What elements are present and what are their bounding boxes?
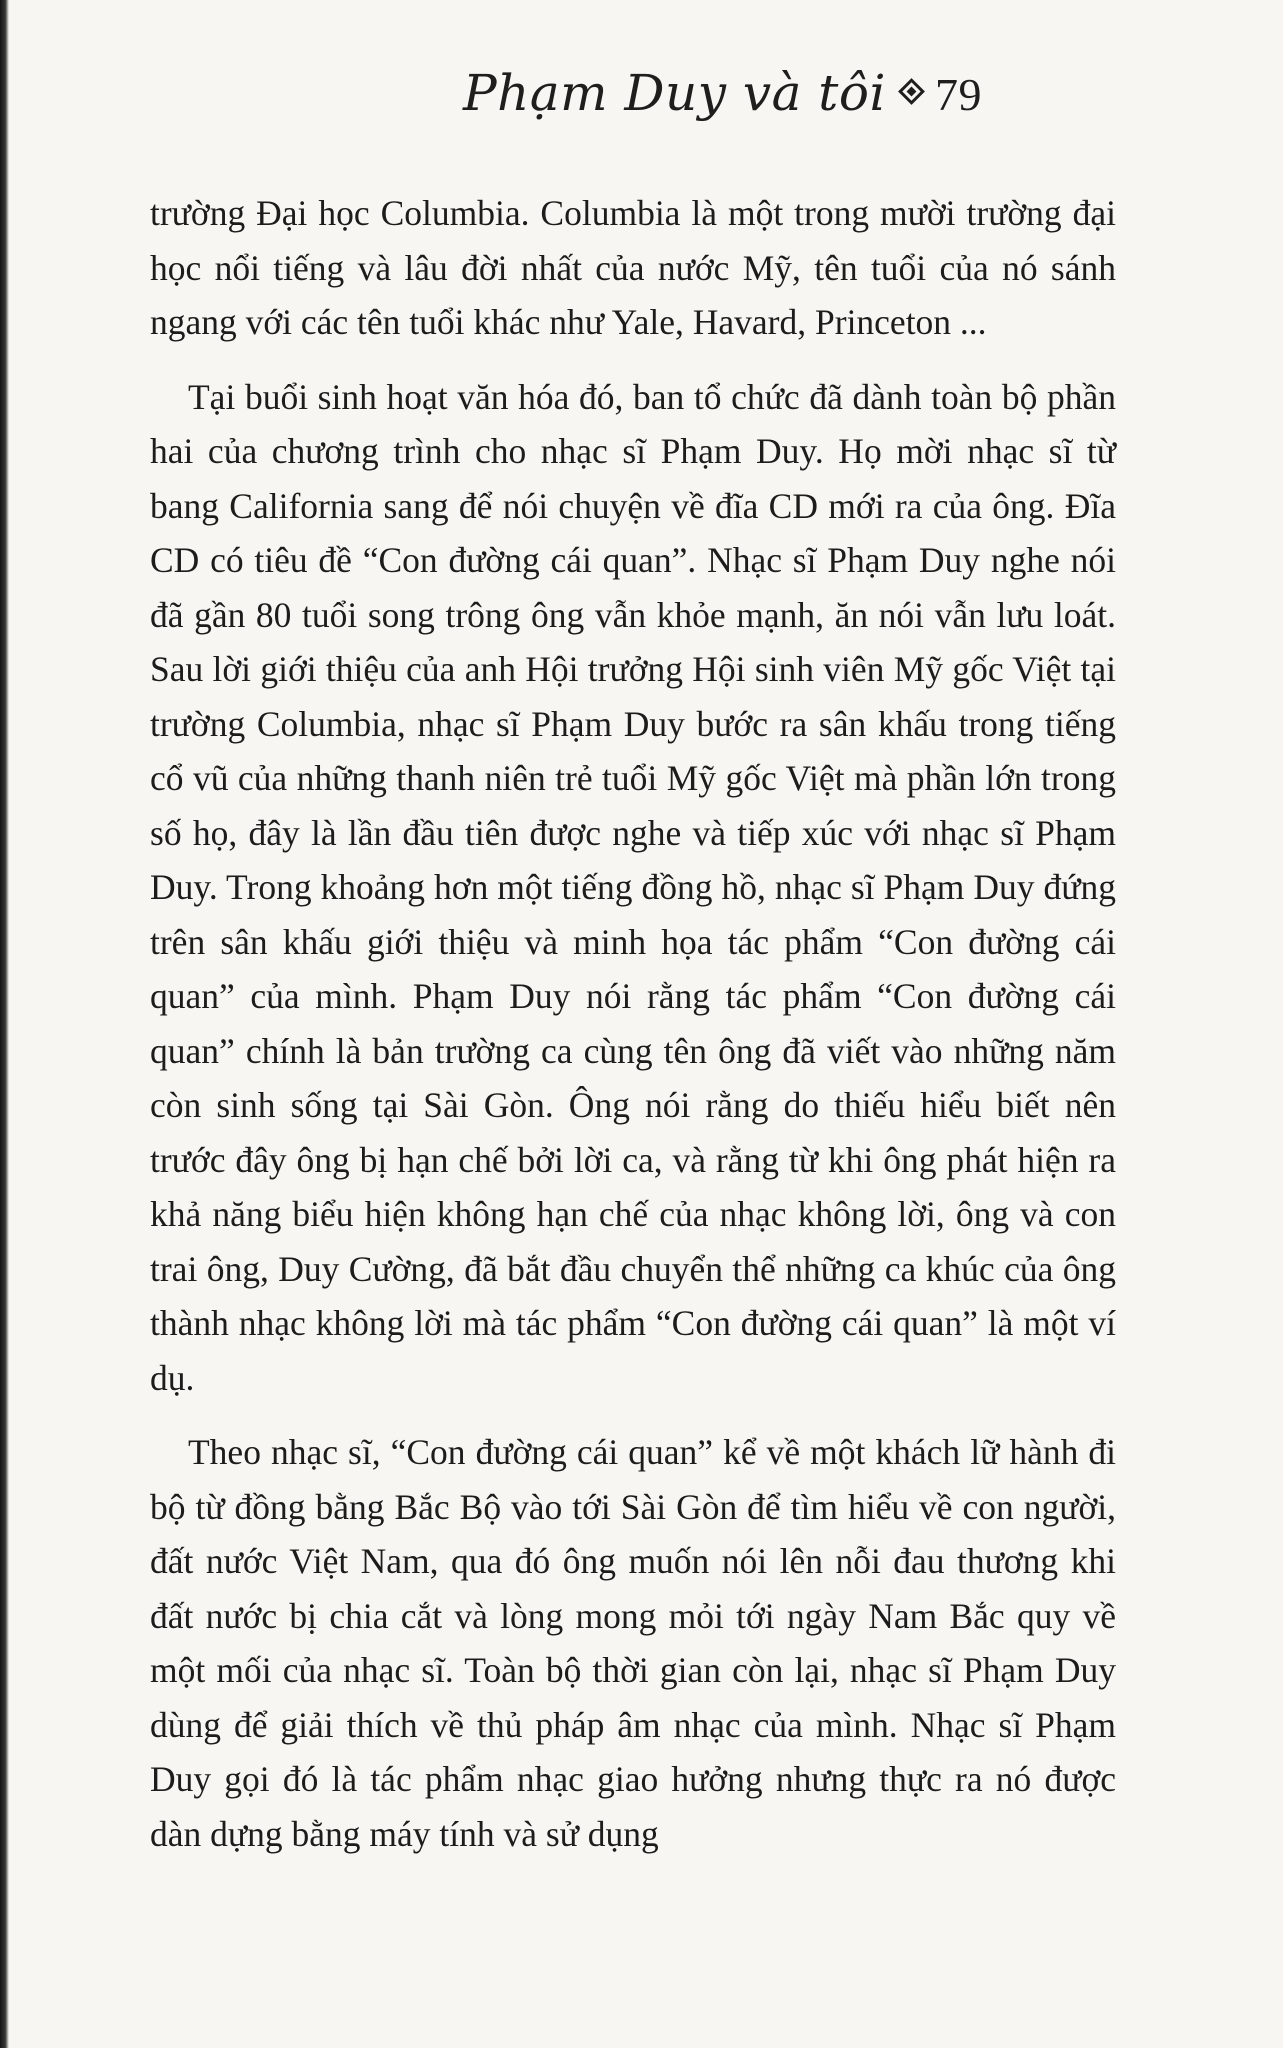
paragraph: Theo nhạc sĩ, “Con đường cái quan” kể về một khách lữ hành đi bộ từ đồng bằng Bắc Bộ vào tới Sài Gòn để tìm hiểu về con người, đất nước Việt Nam, qua đó ông muốn nói lên nỗi đau thương khi đất nước bị chia cắt và lòng mong mỏi tới ngày Nam Bắc quy về một mối của nhạc sĩ. Toàn bộ thời gian còn lại, nhạc sĩ Phạm Duy dùng để giải thích về thủ pháp âm nhạc của mình. Nhạc sĩ Phạm Duy gọi đó là tác phẩm nhạc giao hưởng nhưng thực ra nó được dàn dựng bằng máy tính và sử dụng [150, 1432, 1116, 1854]
body-text [150, 186, 1116, 1861]
paragraph: Tại buổi sinh hoạt văn hóa đó, ban tổ chức đã dành toàn bộ phần hai của chương trình cho nhạc sĩ Phạm Duy. Họ mời nhạc sĩ từ bang California sang để nói chuyện về đĩa CD mới ra của ông. Đĩa CD có tiêu đề “Con đường cái quan”. Nhạc sĩ Phạm Duy nghe nói đã gần 80 tuổi song trông ông vẫn khỏe mạnh, ăn nói vẫn lưu loát. Sau lời giới thiệu của anh Hội trưởng Hội sinh viên Mỹ gốc Việt tại trường Columbia, nhạc sĩ Phạm Duy bước ra sân khấu trong tiếng cổ vũ của những thanh niên trẻ tuổi Mỹ gốc Việt mà phần lớn trong số họ, đây là lần đầu tiên được nghe và tiếp xúc với nhạc sĩ Phạm Duy. Trong khoảng hơn một tiếng đồng hồ, nhạc sĩ Phạm Duy đứng trên sân khấu giới thiệu và minh họa tác phẩm “Con đường cái quan” của mình. Phạm Duy nói rằng tác phẩm “Con đường cái quan” chính là bản trường ca cùng tên ông đã viết vào những năm còn sinh sống tại Sài Gòn. Ông nói rằng do thiếu hiểu biết nên trước đây ông bị hạn chế bởi lời ca, và rằng từ khi ông phát hiện ra khả năng biểu hiện không hạn chế của nhạc không lời, ông và con trai ông, Duy Cường, đã bắt đầu chuyển thể những ca khúc của ông thành nhạc không lời mà tác phẩm “Con đường cái quan” là một ví dụ. [150, 376, 1116, 1398]
paragraph-continuation: trường Đại học Columbia. Columbia là một trong mười trường đại học nổi tiếng và lâu đời nhất của nước Mỹ, tên tuổi của nó sánh ngang với các tên tuổi khác như Yale, Havard, Princeton ... [150, 193, 1116, 342]
diamond-ornament-icon [898, 78, 925, 105]
running-title: Phạm Duy và tôi [462, 64, 886, 122]
book-spine-shadow [0, 0, 9, 2048]
book-page [150, 50, 1116, 2010]
page-number: 79 [935, 69, 982, 120]
running-header [463, 64, 982, 122]
